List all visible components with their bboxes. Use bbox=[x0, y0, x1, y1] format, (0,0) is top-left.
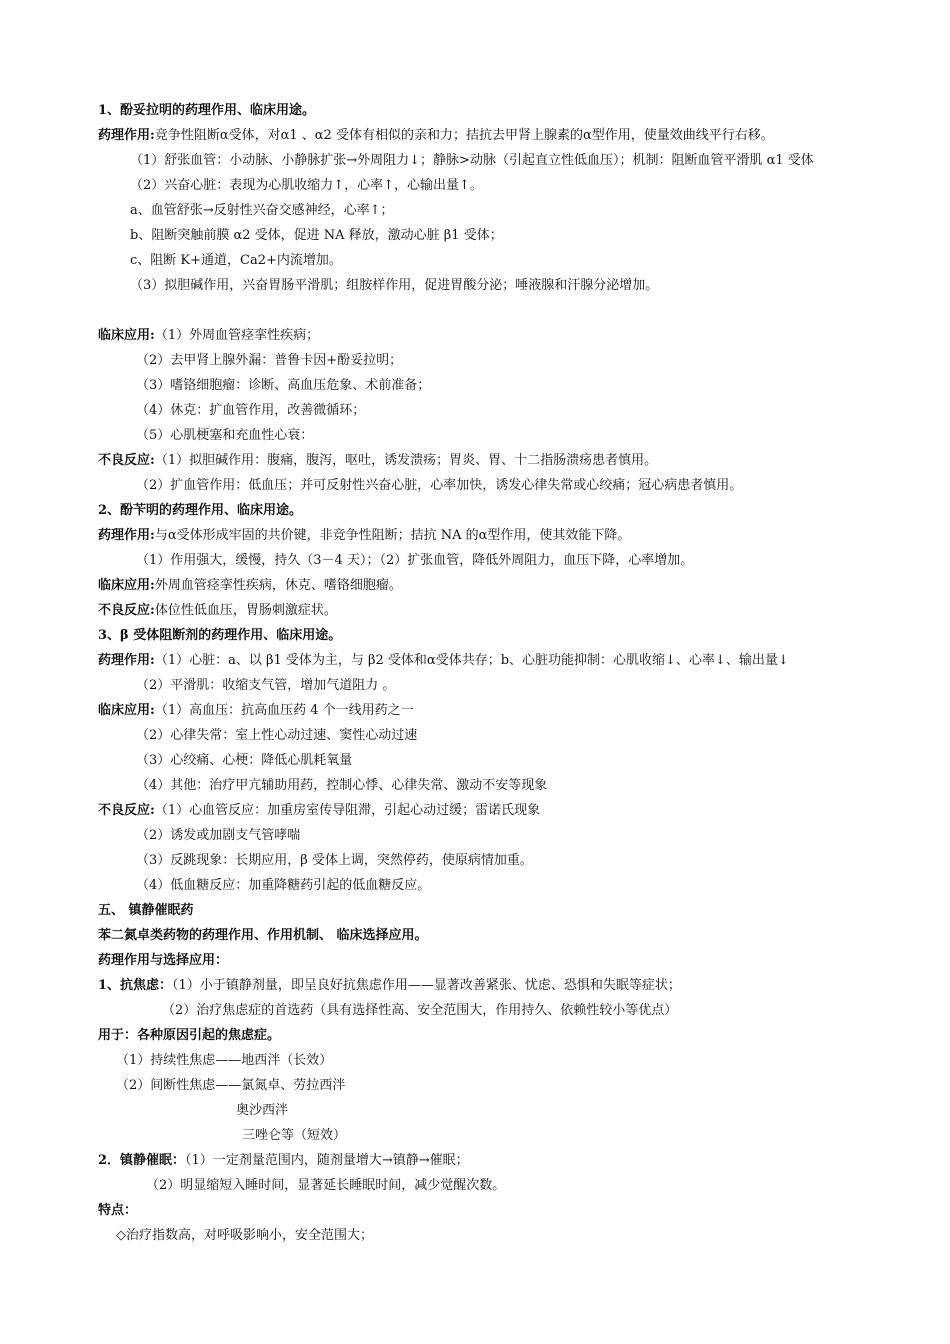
section-heading: 苯二氮卓类药物的药理作用、作用机制、 临床选择应用。 bbox=[98, 928, 428, 943]
section-heading: 用于：各种原因引起的焦虑症。 bbox=[98, 1028, 281, 1043]
list-item: （2）治疗焦虑症的首选药（具有选择性高、安全范围大，作用持久、依赖性较小等优点） bbox=[162, 1003, 678, 1018]
list-item: （4）其他：治疗甲亢辅助用药，控制心悸、心律失常、激动不安等现象 bbox=[136, 778, 548, 793]
section-heading: 1、酚妥拉明的药理作用、临床用途。 bbox=[98, 103, 316, 118]
list-item: （5）心肌梗塞和充血性心衰： bbox=[136, 428, 314, 443]
paragraph: 不良反应:体位性低血压，胃肠刺激症状。 bbox=[98, 603, 337, 618]
list-item: （2）兴奋心脏：表现为心肌收缩力↑，心率↑，心输出量↑。 bbox=[130, 178, 483, 193]
section-heading: 3、β 受体阻断剂的药理作用、临床用途。 bbox=[98, 628, 342, 643]
list-item: a、血管舒张→反射性兴奋交感神经，心率↑； bbox=[130, 203, 394, 218]
list-item: 三唑仑等（短效） bbox=[242, 1128, 347, 1143]
paragraph: 药理作用:与α受体形成牢固的共价键，非竞争性阻断；拮抗 NA 的α型作用，使其效能下降。 bbox=[98, 528, 631, 543]
paragraph: 临床应用:（1）外周血管痉挛性疾病； bbox=[98, 328, 320, 343]
list-item: （1）持续性焦虑——地西泮（长效） bbox=[116, 1053, 333, 1068]
list-item: （3）反跳现象：长期应用，β 受体上调，突然停药，使原病情加重。 bbox=[136, 853, 533, 868]
paragraph: 2．镇静催眠：（1）一定剂量范围内，随剂量增大→镇静→催眠； bbox=[98, 1153, 469, 1168]
list-item: b、阻断突触前膜 α2 受体，促进 NA 释放，激动心脏 β1 受体； bbox=[130, 228, 503, 243]
list-item: （1）舒张血管：小动脉、小静脉扩张→外周阻力↓；静脉>动脉（引起直立性低血压）；机制：阻断血管平滑肌 α1 受体 bbox=[130, 153, 814, 168]
paragraph: 不良反应:（1）拟胆碱作用：腹痛，腹泻，呕吐，诱发溃疡；胃炎、胃、十二指肠溃疡患者慎用。 bbox=[98, 453, 658, 468]
list-item: 奥沙西泮 bbox=[236, 1103, 289, 1118]
list-item: （2）间断性焦虑——氯氮卓、劳拉西泮 bbox=[116, 1078, 346, 1093]
paragraph: 临床应用:（1）高血压：抗高血压药 4 个一线用药之一 bbox=[98, 703, 414, 718]
list-item: （2）诱发或加剧支气管哮喘 bbox=[136, 828, 301, 843]
list-item: （4）低血糖反应：加重降糖药引起的低血糖反应。 bbox=[136, 878, 431, 893]
list-item: （1）作用强大，缓慢，持久（3－4 天）；（2）扩张血管，降低外周阻力，血压下降，心率增加。 bbox=[136, 553, 694, 568]
list-item: （2）去甲肾上腺外漏：普鲁卡因+酚妥拉明； bbox=[136, 353, 403, 368]
list-item: （2）心律失常：室上性心动过速、窦性心动过速 bbox=[136, 728, 418, 743]
list-item: ◇治疗指数高，对呼吸影响小，安全范围大； bbox=[116, 1228, 373, 1243]
section-heading: 五、 镇静催眠药 bbox=[98, 903, 194, 918]
list-item: （2）扩血管作用：低血压；并可反射性兴奋心脏，心率加快，诱发心律失常或心绞痛；冠心病患者慎用。 bbox=[136, 478, 743, 493]
paragraph: 药理作用:（1）心脏：a、以 β1 受体为主，与 β2 受体和α受体共存；b、心脏功能抑制：心肌收缩↓、心率↓、输出量↓ bbox=[98, 653, 789, 668]
list-item: （2）平滑肌：收缩支气管，增加气道阻力 。 bbox=[136, 678, 396, 693]
paragraph: 临床应用:外周血管痉挛性疾病，休克、嗜铬细胞瘤。 bbox=[98, 578, 402, 593]
paragraph: 不良反应:（1）心血管反应：加重房室传导阻滞，引起心动过缓；雷诺氏现象 bbox=[98, 803, 541, 818]
paragraph: 药理作用:竞争性阻断α受体，对α1 、α2 受体有相似的亲和力；拮抗去甲肾上腺素的α型作用，使量效曲线平行右移。 bbox=[98, 128, 774, 143]
list-item: （3）嗜铬细胞瘤：诊断、高血压危象、术前准备； bbox=[136, 378, 431, 393]
section-heading: 2、酚苄明的药理作用、临床用途。 bbox=[98, 503, 303, 518]
list-item: （3）心绞痛、心梗：降低心肌耗氧量 bbox=[136, 753, 353, 768]
list-item: （3）拟胆碱作用，兴奋胃肠平滑肌；组胺样作用，促进胃酸分泌；唾液腺和汗腺分泌增加。 bbox=[130, 278, 659, 293]
list-item: （2）明显缩短入睡时间，显著延长睡眠时间，减少觉醒次数。 bbox=[146, 1178, 506, 1193]
list-item: （4）休克：扩血管作用，改善微循环； bbox=[136, 403, 366, 418]
section-heading: 特点： bbox=[98, 1203, 138, 1218]
paragraph: 1、抗焦虑：（1）小于镇静剂量，即呈良好抗焦虑作用——显著改善紧张、忧虑、恐惧和失眠等症状； bbox=[98, 978, 681, 993]
list-item: c、阻断 K+通道，Ca2+内流增加。 bbox=[130, 253, 342, 268]
section-heading: 药理作用与选择应用： bbox=[98, 953, 229, 968]
